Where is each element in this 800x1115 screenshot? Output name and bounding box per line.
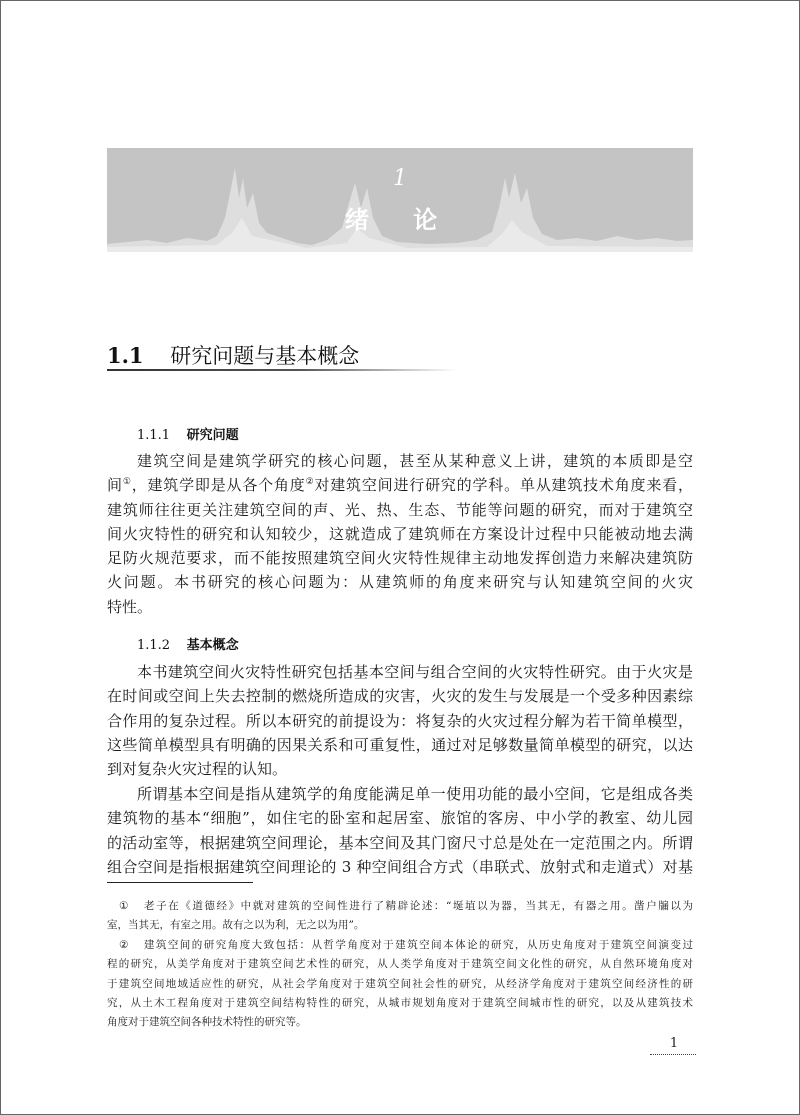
paragraph-line: 建筑空间是建筑学研究的核心问题，甚至从某种意义上讲，建筑的本质即是空 (137, 452, 693, 470)
footnote-2-line (107, 936, 693, 955)
subsection-title: 基本概念 (186, 638, 239, 653)
paragraph-line: 建筑物的基本“细胞”，如住宅的卧室和起居室、旅馆的客房、中小学的教室、幼儿园 (107, 809, 693, 828)
footnote-2-line: 究，从土木工程角度对于建筑空间结构特性的研究，从城市规划角度对于建筑空间城市性的研究，以及从建筑技术 (107, 996, 693, 1009)
section-title: 研究问题与基本概念 (170, 344, 360, 368)
chapter-number: 1 (393, 166, 407, 191)
chapter-banner (107, 148, 693, 252)
subsection-heading-2 (137, 634, 239, 653)
section-heading (107, 340, 359, 370)
footnote-1-line (107, 897, 693, 916)
text-run: 对建筑空间进行研究的学科。单从建筑技术角度来看， (314, 476, 693, 495)
footnote-mark: ① (119, 900, 130, 912)
paragraph-line: 足防火规范要求，而不能按照建筑空间火灾特性规律主动地发挥创造力来解决建筑防 (107, 549, 693, 568)
page-number: 1 (669, 1036, 679, 1051)
paragraph-line: 到对复杂火灾过程的认知。 (107, 760, 288, 779)
paragraph-line: 合作用的复杂过程。所以本研究的前提设为：将复杂的火灾过程分解为若干简单模型， (107, 711, 693, 730)
footnote-ref-2[interactable]: ② (305, 477, 315, 488)
footnote-2-line: 程的研究，从美学角度对于建筑空间艺术性的研究，从人类学角度对于建筑空间文化性的研究，从自然环境角度对 (107, 958, 693, 971)
text-run: ，建筑学即是从各个角度 (131, 476, 306, 495)
paragraph-basic-concepts (107, 660, 693, 781)
footnote-2-line: 角度对于建筑空间各种技术特性的研究等。 (107, 1016, 307, 1029)
paragraph-line: 本书建筑空间火灾特性研究包括基本空间与组合空间的火灾特性研究。由于火灾是 (137, 663, 693, 681)
paragraph-line: 组合空间是指根据建筑空间理论的 3 种空间组合方式（串联式、放射式和走道式）对基 (107, 857, 693, 876)
paragraph-line: 在时间或空间上失去控制的燃烧所造成的灾害，火灾的发生与发展是一个受多种因素综 (107, 687, 693, 706)
footnotes (107, 897, 693, 1033)
subsection-number: 1.1.2 (137, 638, 171, 653)
paragraph-space-definitions (107, 782, 693, 879)
section-number: 1.1 (107, 343, 144, 368)
page-number-dots (650, 1054, 696, 1055)
paragraph-line: 间火灾特性的研究和认知较少，这就造成了建筑师在方案设计过程中只能被动地去满 (107, 524, 693, 543)
paragraph-line: 建筑师往往更关注建筑空间的声、光、热、生态、节能等问题的研究，而对于建筑空 (107, 500, 693, 519)
paragraph-line: 火问题。本书研究的核心问题为：从建筑师的角度来研究与认知建筑空间的火灾 (107, 573, 693, 592)
footnote-ref-1[interactable]: ① (122, 477, 132, 488)
footnote-text: 建筑空间的研究角度大致包括：从哲学角度对于建筑空间本体论的研究，从历史角度对于建筑空间演变过 (143, 938, 693, 951)
footnote-1-line: 室，当其无，有室之用。故有之以为利，无之以为用”。 (107, 919, 365, 932)
footnote-mark: ② (119, 938, 130, 951)
chapter-title: 绪 论 (344, 206, 456, 234)
footnote-text: 老子在《道德经》中就对建筑的空间性进行了精辟论述：“埏埴以为器，当其无，有器之用。凿户牖以为 (144, 900, 693, 912)
footnote-rule (107, 882, 253, 883)
subsection-number: 1.1.1 (137, 428, 171, 443)
paragraph-line: 特性。 (107, 597, 153, 616)
paragraph-line: 的活动室等，根据建筑空间理论，基本空间及其门窗尺寸总是处在一定范围之内。所谓 (107, 833, 693, 852)
footnote-2-line: 于建筑空间地域适应性的研究，从社会学角度对于建筑空间社会性的研究，从经济学角度对于建筑空间经济性的研 (107, 977, 693, 990)
paragraph-line: 这些简单模型具有明确的因果关系和可重复性，通过对足够数量简单模型的研究，以达 (107, 735, 693, 754)
paragraph-line: 所谓基本空间是指从建筑学的角度能满足单一使用功能的最小空间，它是组成各类 (137, 785, 693, 803)
paragraph-line-with-notes (107, 473, 693, 497)
subsection-title: 研究问题 (186, 428, 239, 443)
subsection-heading-1 (137, 424, 239, 443)
paragraph-research-question (107, 449, 693, 619)
section-rule (107, 369, 457, 371)
text-run: 间 (107, 476, 123, 495)
